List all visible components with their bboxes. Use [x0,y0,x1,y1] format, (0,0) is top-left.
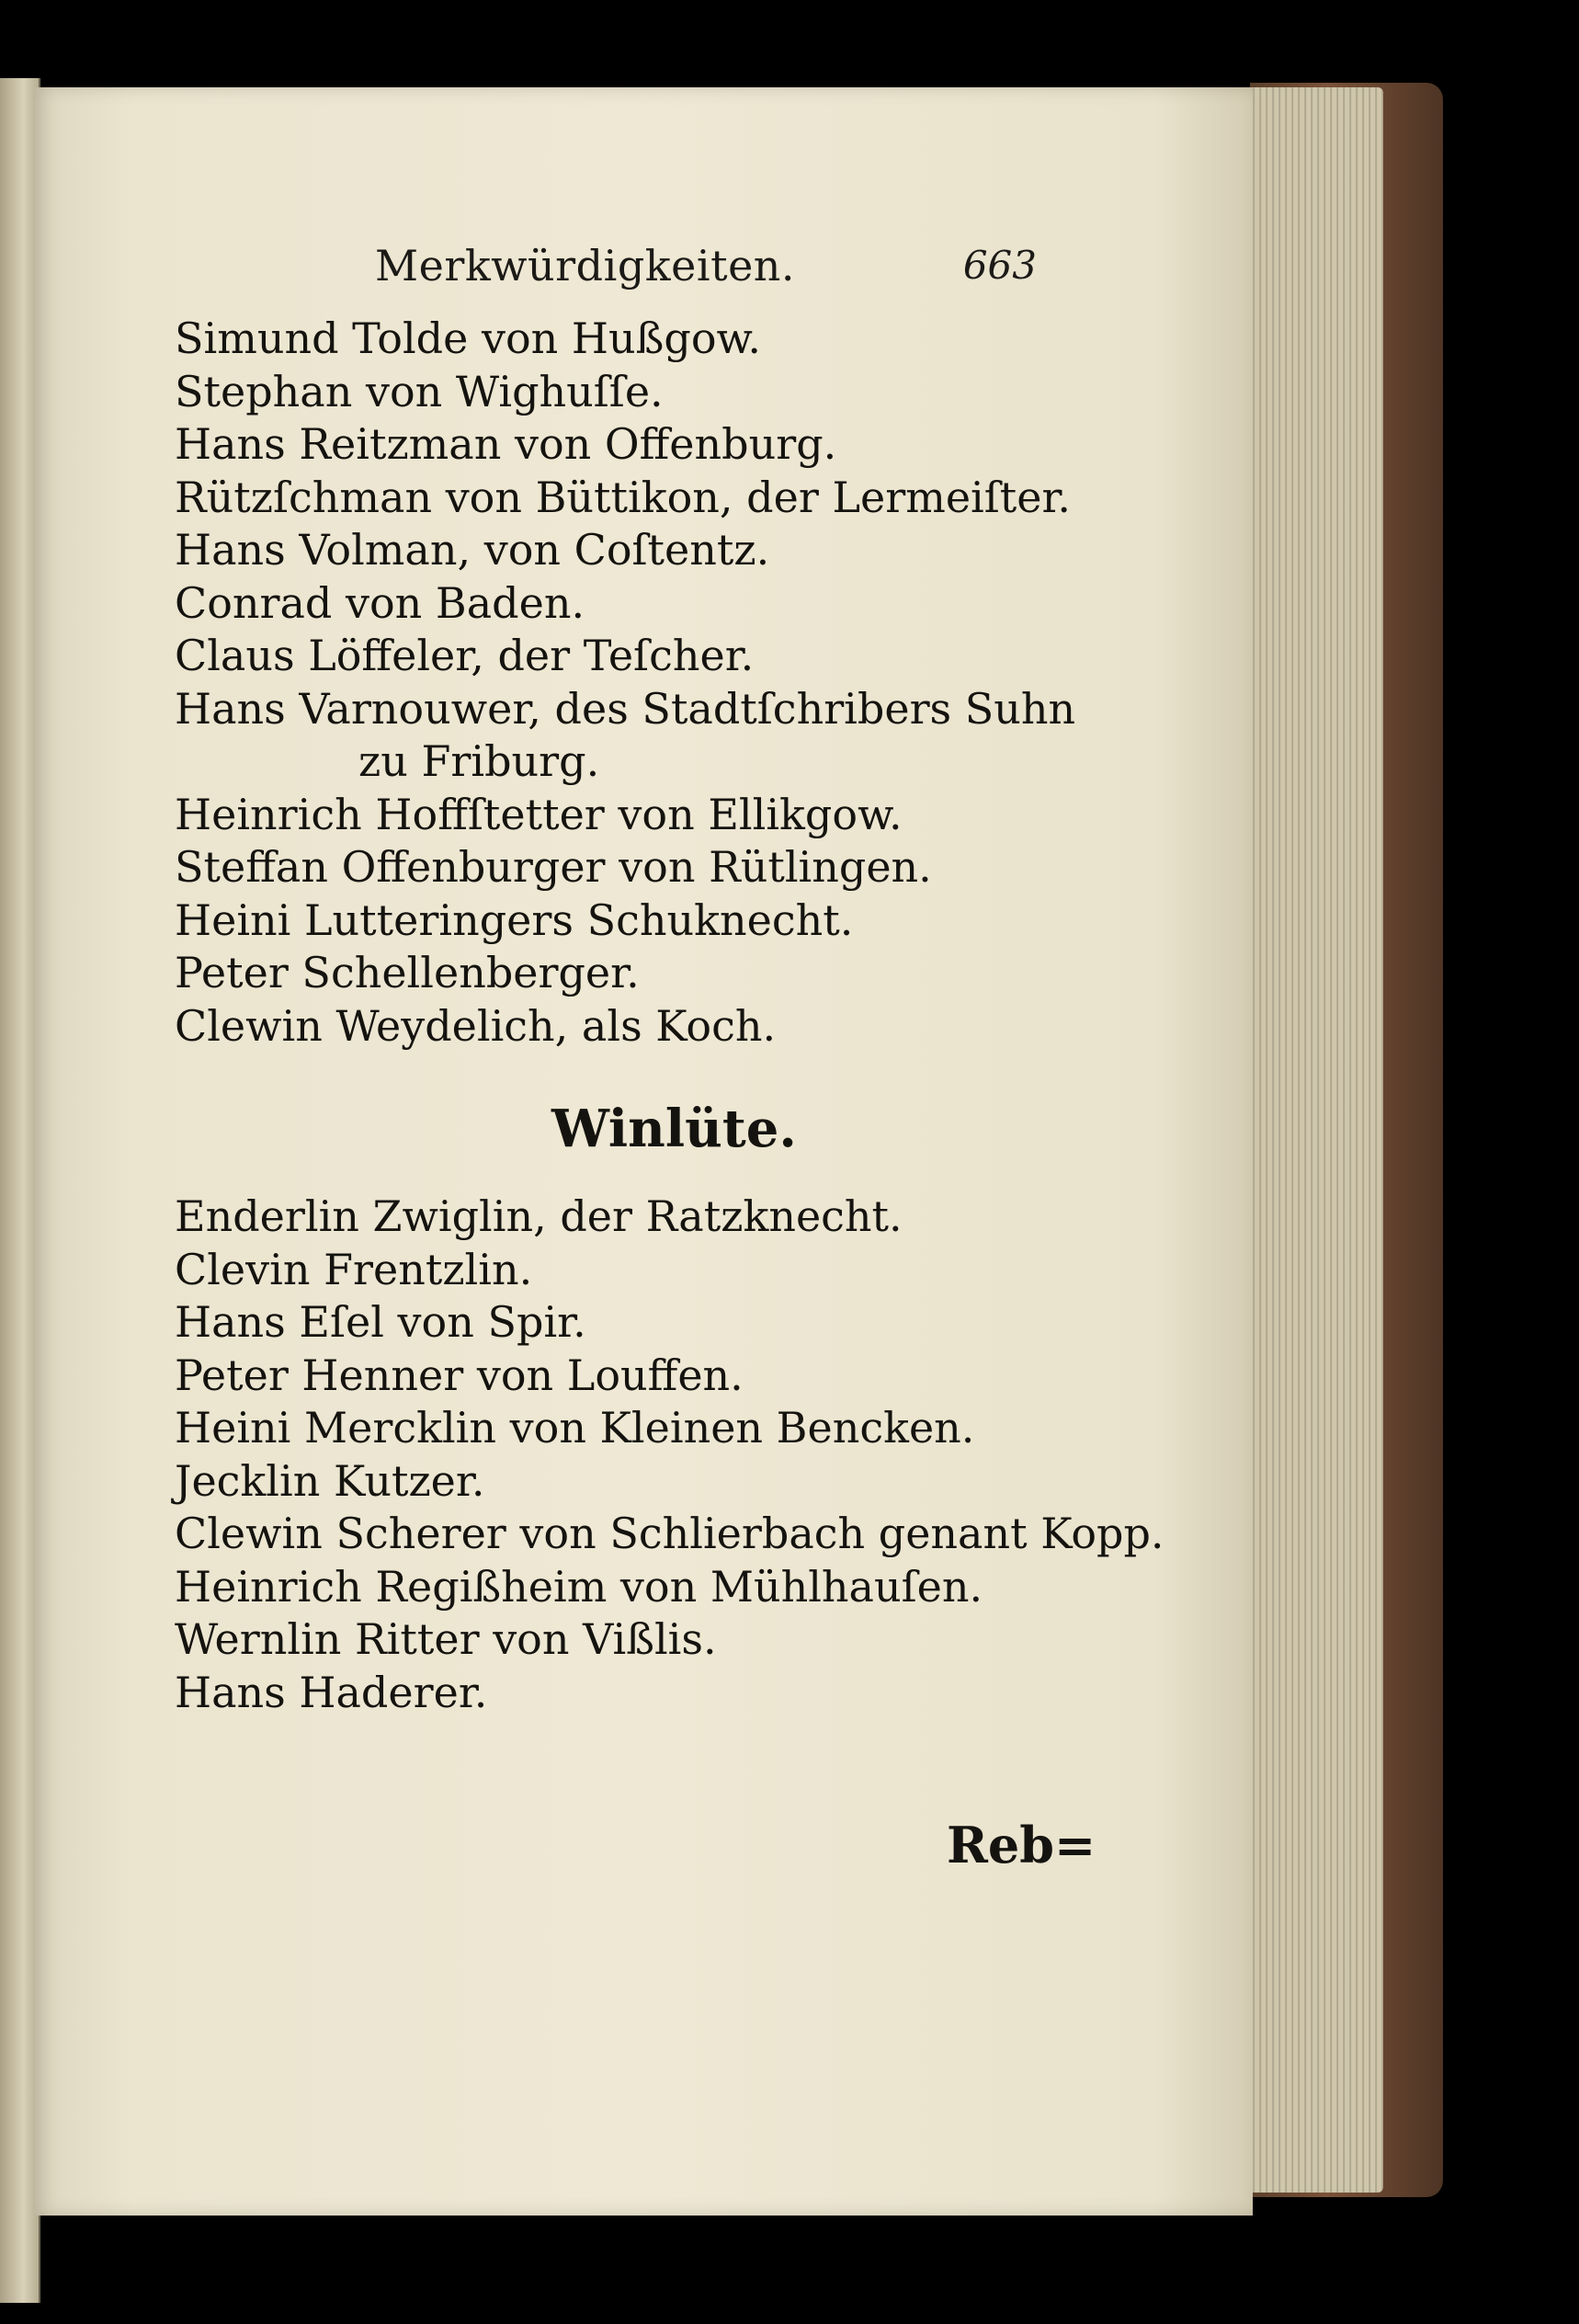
list-item: Hans Eſel von Spir. [175,1297,586,1347]
list-item: Conrad von Baden. [175,577,585,628]
list-item: Peter Henner von Louffen. [175,1350,744,1400]
list-item: Heinrich Regißheim von Mühlhauſen. [175,1561,983,1612]
page-stack-edge [1236,87,1383,2193]
list-item: Hans Haderer. [175,1667,488,1717]
catchword: Reb= [947,1816,1096,1874]
list-item: Rützſchman von Büttikon, der Lermeiſter. [175,472,1072,522]
list-item: Hans Varnouwer, des Stadtſchribers Suhn [175,683,1076,734]
list-item: Peter Schellenberger. [175,948,640,997]
list-item: Clevin Frentzlin. [175,1244,533,1294]
list-item: Clewin Weydelich, als Koch. [175,1000,777,1051]
name-list-top [175,313,1094,1053]
list-item: Simund Tolde von Hußgow. [175,313,762,363]
list-item: Steffan Offenburger von Rütlingen. [175,842,932,892]
list-item: Hans Volman, von Coſtentz. [175,525,770,575]
list-item: Heinrich Hoffſtetter von Ellikgow. [175,789,903,839]
name-list-bottom [175,1190,1164,1719]
list-item: Wernlin Ritter von Vißlis. [175,1614,717,1664]
list-item: Enderlin Zwiglin, der Ratzknecht. [175,1191,903,1241]
list-item: Stephan von Wighuſſe. [175,366,664,416]
list-item-continuation: zu Friburg. [358,736,600,786]
list-item: Hans Reitzman von Offenburg. [175,419,837,469]
list-item: Heini Lutteringers Schuknecht. [175,894,854,945]
list-item: Heini Mercklin von Kleinen Bencken. [175,1403,975,1452]
page-header [375,241,1055,296]
list-item: Claus Löffeler, der Teſcher. [175,631,755,680]
list-item: Clewin Scherer von Schlierbach genant Kopp. [175,1509,1164,1558]
list-item: Jecklin Kutzer. [175,1455,485,1506]
section-heading: Winlüte. [551,1099,797,1159]
running-head: Merkwürdigkeiten. [375,241,796,290]
page-number: 663 [962,243,1037,288]
